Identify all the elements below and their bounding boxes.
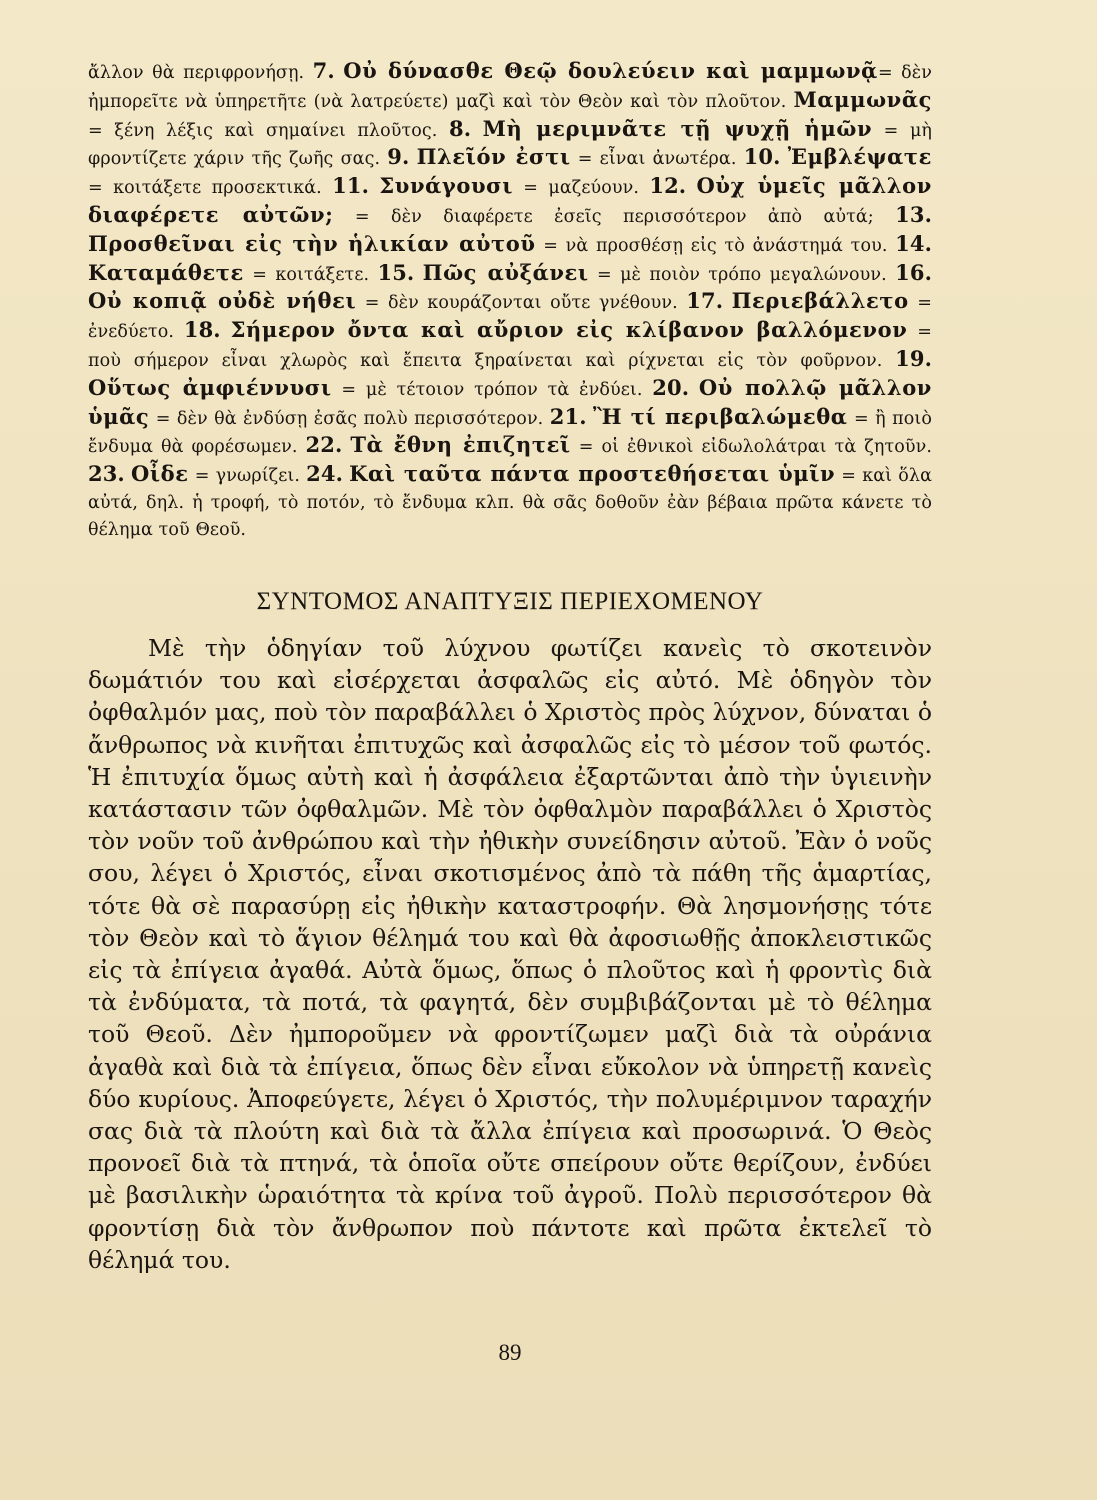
- note-explanation-23: = γνωρίζει.: [188, 466, 307, 487]
- note-term-14: Καταμάθετε: [88, 259, 244, 285]
- note-number-20: 20.: [652, 374, 690, 400]
- note-number-16: 16.: [895, 259, 932, 285]
- note-explanation-8: = μὴ φροντίζετε χάριν τῆς ζωῆς σας.: [88, 120, 933, 170]
- note-explanation-19: = μὲ τέτοιον τρόπον τὰ ἐνδύει.: [331, 379, 653, 400]
- note-term-7: Οὐ δύνασθε Θεῷ δουλεύειν καὶ μαμμωνᾷ: [343, 58, 878, 83]
- note-explanation-13: = νὰ προσθέσῃ εἰς τὸ ἀνάστημά του.: [535, 235, 896, 256]
- note-explanation-9: = εἶναι ἀνωτέρα.: [570, 149, 744, 170]
- section-heading: ΣΥΝΤΟΜΟΣ ΑΝΑΠΤΥΞΙΣ ΠΕΡΙΕΧΟΜΕΝΟΥ: [256, 588, 764, 615]
- note-explanation-16: = δὲν κουράζονται οὔτε γνέθουν.: [356, 293, 687, 314]
- note-explanation-18: = ποὺ σήμερον εἶναι χλωρὸς καὶ ἔπειτα ξηραίνεται καὶ ρίχνεται εἰς τὸν φοῦρνον.: [88, 322, 932, 371]
- note-number-11: 11.: [332, 173, 369, 199]
- note-explanation-7: = δὲν ἠμπορεῖτε νὰ ὑπηρετῆτε (νὰ λατρεύετε) μαζὶ καὶ τὸν Θεὸν καὶ τὸν πλοῦτον.: [88, 63, 933, 112]
- note-text: ἄλλον θὰ περιφρονήσῃ.: [88, 63, 313, 83]
- note-term-18: Σήμερον ὄντα καὶ αὔριον εἰς κλίβανον βαλλόμενον: [230, 317, 908, 343]
- body-paragraph: Μὲ τὴν ὁδηγίαν τοῦ λύχνου φωτίζει κανεὶς τὸ σκοτεινὸν δωμάτιόν του καὶ εἰσέρχεται ἀσφαλῶς εἰς αὐτό. Μὲ ὁδηγὸν τὸν ὀφθαλμόν μας, ποὺ τὸν παραβάλλει ὁ Χριστὸς πρὸς λύχνον, δύναται ὁ ἄνθρωπος νὰ κινῆται ἐπιτυχῶς καὶ ἀσφαλῶς εἰς τὸ μέσον τοῦ φωτός. Ἡ ἐπιτυχία ὅμως αὐτὴ καὶ ἡ ἀσφάλεια ἐξαρτῶνται ἀπὸ τὴν ὑγιεινὴν κατάστασιν τῶν ὀφθαλμῶν. Μὲ τὸν ὀφθαλμὸν παραβάλλει ὁ Χριστὸς τὸν νοῦν τοῦ ἀνθρώπου καὶ τὴν ἠθικὴν συνείδησιν αὐτοῦ. Ἐὰν ὁ νοῦς σου, λέγει ὁ Χριστός, εἶναι σκοτισμένος ἀπὸ τὰ πάθη τῆς ἁμαρτίας, τότε θὰ σὲ παρασύρῃ εἰς ἠθικὴν καταστροφήν. Θὰ λησμονήσῃς τότε τὸν Θεὸν καὶ τὸ ἅγιον θέλημά του καὶ θὰ ἀφοσιωθῇς ἀποκλειστικῶς εἰς τὰ ἐπίγεια ἀγαθά. Αὐτὰ ὅμως, ὅπως ὁ πλοῦτος καὶ ἡ φροντὶς διὰ τὰ ἐνδύματα, τὰ ποτά, τὰ φαγητά, δὲν συμβιβάζονται μὲ τὸ θέλημα τοῦ Θεοῦ. Δὲν ἠμποροῦμεν νὰ φροντίζωμεν μαζὶ διὰ τὰ οὐράνια ἀγαθὰ καὶ διὰ τὰ ἐπίγεια, ὅπως δὲν εἶναι εὔκολον νὰ ὑπηρετῇ κανεὶς δύο κυρίους. Ἀποφεύγετε, λέγει ὁ Χριστός, τὴν πολυμέριμνον ταραχήν σας διὰ τὰ πλούτη καὶ διὰ τὰ ἄλλα ἐπίγεια καὶ προσωρινά. Ὁ Θεὸς προνοεῖ διὰ τὰ πτηνά, τὰ ὁποῖα οὔτε σπείρουν οὔτε θερίζουν, ἐνδύει μὲ βασιλικὴν ὡραιότητα τὰ κρίνα τοῦ ἀγροῦ. Πολὺ περισσότερον θὰ φροντίσῃ διὰ τὸν ἄνθρωπον ποὺ πάντοτε καὶ πρῶτα ἐκτελεῖ τὸ θέλημά του.: [88, 634, 932, 1274]
- note-explanation-12: = δὲν διαφέρετε ἐσεῖς περισσότερον ἀπὸ αὐτά;: [333, 206, 896, 227]
- note-number-14: 14.: [895, 230, 933, 256]
- note-term-21: Ἢ τί περιβαλώμεθα: [593, 403, 848, 429]
- note-explanation-10: = κοιτάξετε προσεκτικά.: [88, 178, 333, 199]
- note-term-24: Καὶ ταῦτα πάντα προστεθήσεται ὑμῖν: [349, 461, 836, 487]
- note-number-8: 8.: [449, 115, 472, 141]
- note-term-13: Προσθεῖναι εἰς τὴν ἡλικίαν αὐτοῦ: [88, 230, 536, 256]
- note-number-17: 17.: [686, 288, 724, 314]
- note-term-12: Οὐχ ὑμεῖς μᾶλλον διαφέρετε αὐτῶν;: [88, 173, 932, 227]
- glossary-notes: [88, 58, 932, 544]
- note-number-15: 15.: [377, 259, 415, 285]
- note-term-9: Πλεῖόν ἐστι: [416, 144, 571, 170]
- note-number-19: 19.: [895, 345, 932, 371]
- note-number-7: 7.: [312, 58, 335, 83]
- page-number: 89: [498, 1340, 522, 1365]
- note-term-19: Οὕτως ἀμφιέννυσι: [88, 374, 332, 400]
- note-number-21: 21.: [549, 403, 587, 429]
- note-term-16: Οὐ κοπιᾷ οὐδὲ νήθει: [88, 288, 357, 314]
- note-term-11: Συνάγουσι: [379, 173, 513, 199]
- note-number-9: 9.: [387, 144, 410, 170]
- note-explanation-14: = κοιτάξετε.: [243, 264, 378, 285]
- note-term-10: Ἐμβλέψατε: [787, 144, 932, 170]
- note-term-17: Περιεβάλλετο: [731, 288, 909, 314]
- note-term-20: Οὐ πολλῷ μᾶλλον ὑμᾶς: [88, 374, 932, 429]
- note-explanation-24: = καὶ ὅλα αὐτά, δηλ. ἡ τροφή, τὸ ποτόν, τὸ ἔνδυμα κλπ. θὰ σᾶς δοθοῦν ἐὰν βέβαια πρῶτα κάνετε τὸ θέλημα τοῦ Θεοῦ.: [88, 466, 932, 540]
- note-number-22: 22.: [305, 432, 343, 458]
- note-number-12: 12.: [649, 173, 687, 199]
- note-explanation-15: = μὲ ποιὸν τρόπο μεγαλώνουν.: [588, 264, 896, 285]
- note-number-24: 24.: [306, 461, 344, 487]
- note-term-15: Πῶς αὐξάνει: [422, 259, 589, 285]
- note-explanation-22: = οἱ ἐθνικοὶ εἰδωλολάτραι τὰ ζητοῦν.: [570, 437, 932, 458]
- note-explanation-20: = δὲν θὰ ἐνδύσῃ ἐσᾶς πολὺ περισσότερον.: [149, 408, 550, 429]
- note-number-13: 13.: [895, 201, 932, 227]
- note-explanation-11: = μαζεύουν.: [512, 178, 650, 199]
- note-number-23: 23.: [88, 461, 125, 487]
- note-term-23: Οἶδε: [130, 461, 189, 487]
- note-term-7b: Μαμμωνᾶς: [793, 86, 932, 112]
- note-explanation-21: = ἢ ποιὸ ἔνδυμα θὰ φορέσωμεν.: [88, 408, 932, 458]
- note-number-10: 10.: [743, 144, 781, 170]
- note-term-8: Μὴ μεριμνᾶτε τῇ ψυχῇ ἡμῶν: [482, 115, 873, 141]
- note-explanation-7b: = ξένη λέξις καὶ σημαίνει πλοῦτος.: [88, 120, 449, 141]
- note-term-22: Τὰ ἔθνη ἐπιζητεῖ: [350, 432, 571, 458]
- note-explanation-17: = ἐνεδύετο.: [88, 293, 932, 343]
- note-number-18: 18.: [183, 317, 221, 343]
